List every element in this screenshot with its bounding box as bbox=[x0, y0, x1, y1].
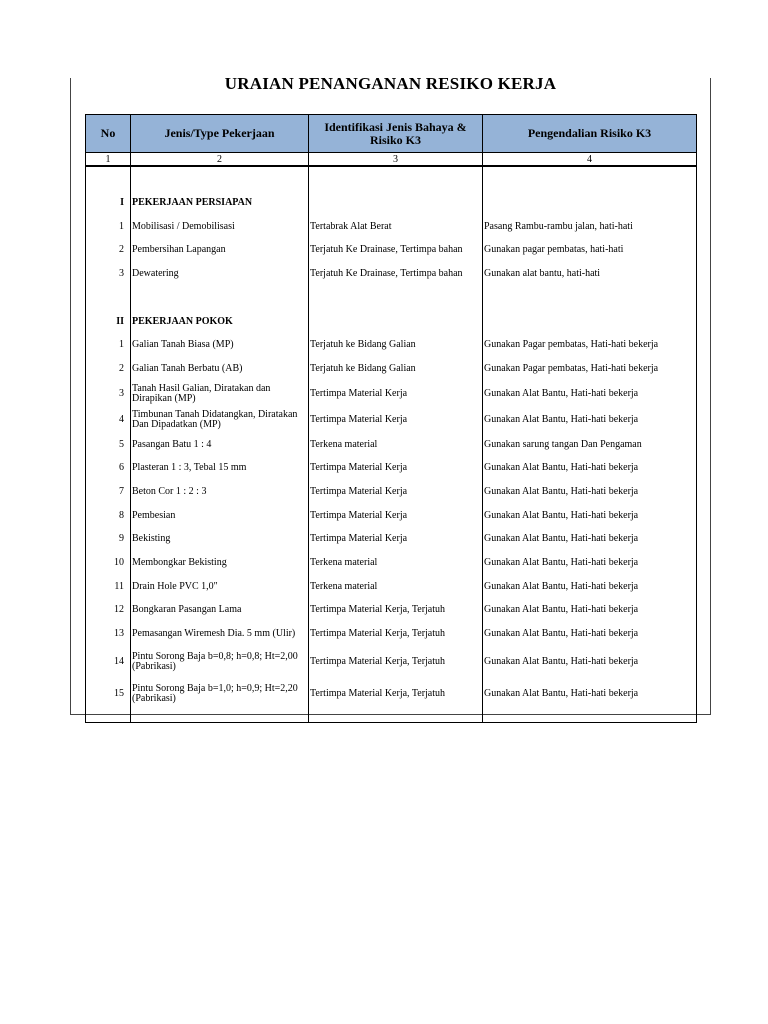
row-number: 1 bbox=[86, 215, 131, 239]
work-type-cell: Plasteran 1 : 3, Tebal 15 mm bbox=[131, 457, 309, 481]
hazard-cell: Tertimpa Material Kerja bbox=[309, 480, 483, 504]
hazard-cell: Terjatuh Ke Drainase, Tertimpa bahan bbox=[309, 262, 483, 286]
table-row bbox=[86, 528, 697, 552]
row-number: 10 bbox=[86, 551, 131, 575]
control-cell: Gunakan Alat Bantu, Hati-hati bekerja bbox=[483, 599, 697, 623]
table-row bbox=[86, 678, 697, 710]
row-number: 5 bbox=[86, 433, 131, 457]
work-type-cell: Galian Tanah Berbatu (AB) bbox=[131, 357, 309, 381]
row-number: 4 bbox=[86, 407, 131, 433]
table-row bbox=[86, 457, 697, 481]
empty-cell bbox=[86, 710, 131, 723]
control-cell: Gunakan Pagar pembatas, Hati-hati bekerja bbox=[483, 333, 697, 357]
work-type-cell: Timbunan Tanah Didatangkan, Diratakan Dan Dipadatkan (MP) bbox=[131, 407, 309, 433]
work-type-cell: Bekisting bbox=[131, 528, 309, 552]
header-control: Pengendalian Risiko K3 bbox=[483, 115, 697, 153]
work-type-cell: Mobilisasi / Demobilisasi bbox=[131, 215, 309, 239]
empty-cell bbox=[483, 710, 697, 723]
work-type-cell: Bongkaran Pasangan Lama bbox=[131, 599, 309, 623]
hazard-cell: Tertimpa Material Kerja, Terjatuh bbox=[309, 678, 483, 710]
hazard-cell: Tertimpa Material Kerja, Terjatuh bbox=[309, 622, 483, 646]
section-row bbox=[86, 310, 697, 334]
row-number: 6 bbox=[86, 457, 131, 481]
spacer-row bbox=[86, 166, 697, 191]
control-cell: Gunakan Alat Bantu, Hati-hati bekerja bbox=[483, 575, 697, 599]
table-body bbox=[86, 166, 697, 723]
empty-cell bbox=[131, 710, 309, 723]
row-number: 2 bbox=[86, 357, 131, 381]
work-type-cell: Drain Hole PVC 1,0" bbox=[131, 575, 309, 599]
row-number: 8 bbox=[86, 504, 131, 528]
hazard-cell: Terjatuh Ke Drainase, Tertimpa bahan bbox=[309, 238, 483, 262]
row-number: 1 bbox=[86, 333, 131, 357]
work-type-cell: Beton Cor 1 : 2 : 3 bbox=[131, 480, 309, 504]
table-row bbox=[86, 551, 697, 575]
work-type-cell: Pintu Sorong Baja b=0,8; h=0,8; Ht=2,00 (Pabrikasi) bbox=[131, 646, 309, 678]
empty-cell bbox=[483, 310, 697, 334]
empty-cell bbox=[86, 166, 131, 191]
hazard-cell: Terkena material bbox=[309, 575, 483, 599]
work-type-cell: Pembersihan Lapangan bbox=[131, 238, 309, 262]
row-number: 14 bbox=[86, 646, 131, 678]
section-title: PEKERJAAN PERSIAPAN bbox=[131, 191, 309, 215]
table-row bbox=[86, 599, 697, 623]
row-number: 11 bbox=[86, 575, 131, 599]
hazard-cell: Terkena material bbox=[309, 551, 483, 575]
column-number: 4 bbox=[483, 153, 697, 167]
table-row bbox=[86, 357, 697, 381]
spacer-row bbox=[86, 286, 697, 310]
empty-cell bbox=[309, 166, 483, 191]
header-row bbox=[86, 115, 697, 153]
work-type-cell: Pintu Sorong Baja b=1,0; h=0,9; Ht=2,20 (Pabrikasi) bbox=[131, 678, 309, 710]
table-row bbox=[86, 480, 697, 504]
column-number: 2 bbox=[131, 153, 309, 167]
hazard-cell: Terjatuh ke Bidang Galian bbox=[309, 333, 483, 357]
row-number: 12 bbox=[86, 599, 131, 623]
empty-cell bbox=[309, 286, 483, 310]
empty-cell bbox=[131, 166, 309, 191]
empty-cell bbox=[86, 286, 131, 310]
hazard-cell: Tertabrak Alat Berat bbox=[309, 215, 483, 239]
table-row bbox=[86, 504, 697, 528]
row-number: 3 bbox=[86, 262, 131, 286]
table-row bbox=[86, 433, 697, 457]
row-number: 2 bbox=[86, 238, 131, 262]
empty-cell bbox=[309, 710, 483, 723]
column-number: 1 bbox=[86, 153, 131, 167]
work-type-cell: Galian Tanah Biasa (MP) bbox=[131, 333, 309, 357]
control-cell: Gunakan sarung tangan Dan Pengaman bbox=[483, 433, 697, 457]
hazard-cell: Tertimpa Material Kerja bbox=[309, 457, 483, 481]
empty-cell bbox=[131, 286, 309, 310]
table-row bbox=[86, 622, 697, 646]
control-cell: Gunakan Alat Bantu, Hati-hati bekerja bbox=[483, 480, 697, 504]
control-cell: Gunakan Pagar pembatas, Hati-hati bekerja bbox=[483, 357, 697, 381]
table-row bbox=[86, 381, 697, 407]
section-number: I bbox=[86, 191, 131, 215]
row-number: 9 bbox=[86, 528, 131, 552]
control-cell: Gunakan Alat Bantu, Hati-hati bekerja bbox=[483, 622, 697, 646]
risk-table bbox=[85, 114, 697, 723]
table-row bbox=[86, 333, 697, 357]
hazard-cell: Tertimpa Material Kerja bbox=[309, 528, 483, 552]
hazard-cell: Tertimpa Material Kerja, Terjatuh bbox=[309, 599, 483, 623]
column-number-row bbox=[86, 153, 697, 167]
empty-cell bbox=[483, 166, 697, 191]
empty-cell bbox=[483, 286, 697, 310]
table-row bbox=[86, 407, 697, 433]
control-cell: Gunakan alat bantu, hati-hati bbox=[483, 262, 697, 286]
table-row bbox=[86, 238, 697, 262]
column-number: 3 bbox=[309, 153, 483, 167]
table-row bbox=[86, 262, 697, 286]
header-work-type: Jenis/Type Pekerjaan bbox=[131, 115, 309, 153]
spacer-row bbox=[86, 710, 697, 723]
control-cell: Gunakan Alat Bantu, Hati-hati bekerja bbox=[483, 457, 697, 481]
row-number: 7 bbox=[86, 480, 131, 504]
section-row bbox=[86, 191, 697, 215]
section-title: PEKERJAAN POKOK bbox=[131, 310, 309, 334]
section-number: II bbox=[86, 310, 131, 334]
control-cell: Gunakan Alat Bantu, Hati-hati bekerja bbox=[483, 504, 697, 528]
header-no: No bbox=[86, 115, 131, 153]
work-type-cell: Tanah Hasil Galian, Diratakan dan Dirapikan (MP) bbox=[131, 381, 309, 407]
work-type-cell: Dewatering bbox=[131, 262, 309, 286]
hazard-cell: Tertimpa Material Kerja bbox=[309, 407, 483, 433]
control-cell: Gunakan Alat Bantu, Hati-hati bekerja bbox=[483, 646, 697, 678]
work-type-cell: Pemasangan Wiremesh Dia. 5 mm (Ulir) bbox=[131, 622, 309, 646]
work-type-cell: Pembesian bbox=[131, 504, 309, 528]
hazard-cell: Tertimpa Material Kerja, Terjatuh bbox=[309, 646, 483, 678]
hazard-cell: Terkena material bbox=[309, 433, 483, 457]
work-type-cell: Membongkar Bekisting bbox=[131, 551, 309, 575]
control-cell: Gunakan Alat Bantu, Hati-hati bekerja bbox=[483, 381, 697, 407]
table-row bbox=[86, 646, 697, 678]
hazard-cell: Tertimpa Material Kerja bbox=[309, 381, 483, 407]
row-number: 15 bbox=[86, 678, 131, 710]
hazard-cell: Terjatuh ke Bidang Galian bbox=[309, 357, 483, 381]
header-hazard: Identifikasi Jenis Bahaya & Risiko K3 bbox=[309, 115, 483, 153]
page-title: URAIAN PENANGANAN RESIKO KERJA bbox=[224, 74, 557, 93]
empty-cell bbox=[483, 191, 697, 215]
control-cell: Gunakan Alat Bantu, Hati-hati bekerja bbox=[483, 551, 697, 575]
table-row bbox=[86, 575, 697, 599]
work-type-cell: Pasangan Batu 1 : 4 bbox=[131, 433, 309, 457]
table-row bbox=[86, 215, 697, 239]
empty-cell bbox=[309, 191, 483, 215]
control-cell: Gunakan Alat Bantu, Hati-hati bekerja bbox=[483, 528, 697, 552]
control-cell: Gunakan Alat Bantu, Hati-hati bekerja bbox=[483, 678, 697, 710]
control-cell: Gunakan pagar pembatas, hati-hati bbox=[483, 238, 697, 262]
row-number: 3 bbox=[86, 381, 131, 407]
hazard-cell: Tertimpa Material Kerja bbox=[309, 504, 483, 528]
empty-cell bbox=[309, 310, 483, 334]
row-number: 13 bbox=[86, 622, 131, 646]
control-cell: Gunakan Alat Bantu, Hati-hati bekerja bbox=[483, 407, 697, 433]
control-cell: Pasang Rambu-rambu jalan, hati-hati bbox=[483, 215, 697, 239]
